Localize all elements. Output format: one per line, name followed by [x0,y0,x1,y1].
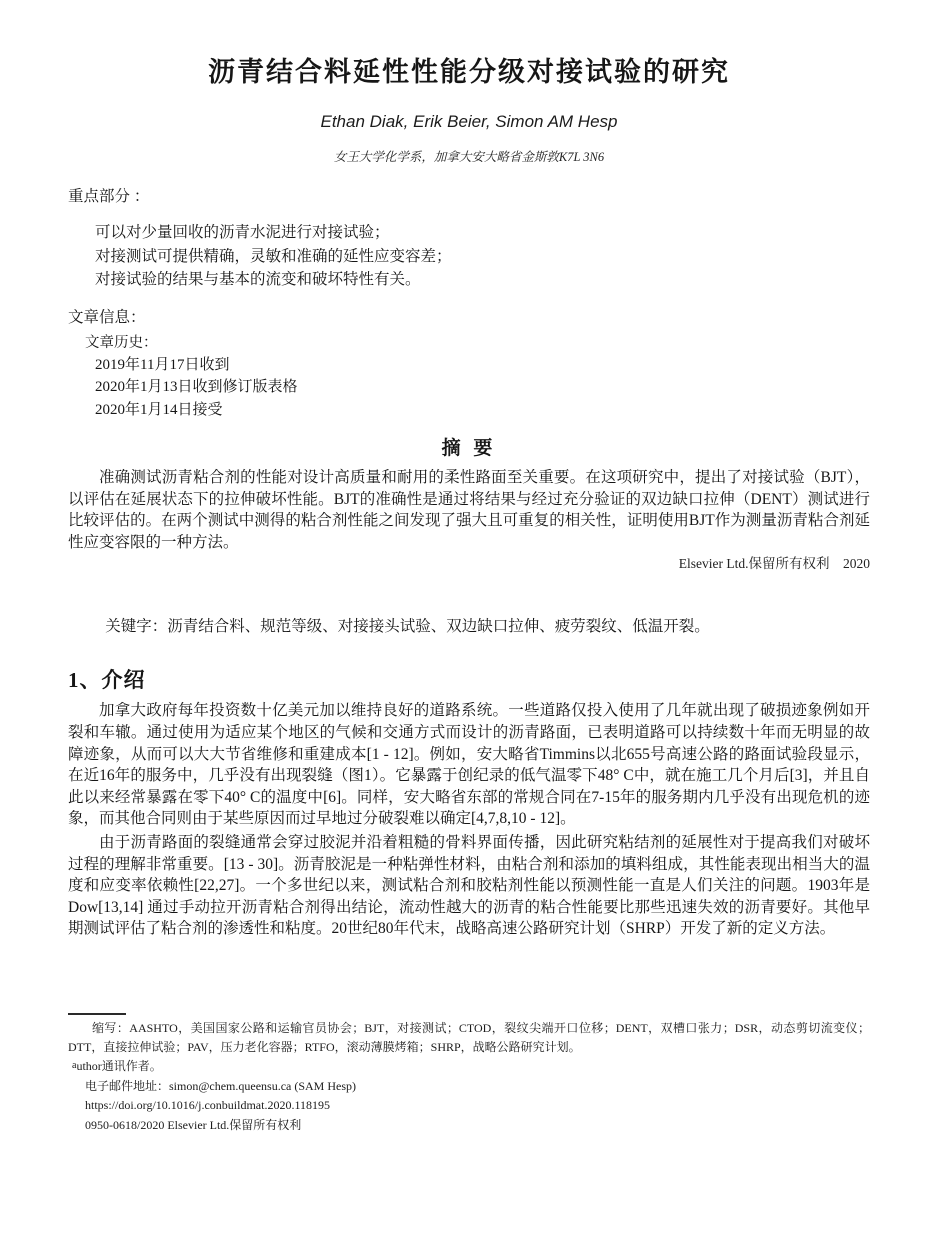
email-address[interactable]: 电子邮件地址：simon@chem.queensu.ca (SAM Hesp) [85,1078,357,1093]
doi-line [85,1096,870,1115]
footnote-marker: a [72,1060,77,1071]
highlights-list [68,221,870,292]
history-item: 2020年1月14日接受 [95,401,223,418]
article-history-list [68,354,870,422]
keywords-line: 关键字：沥青结合料、规范等级、对接接头试验、双边缺口拉伸、疲劳裂纹、低温开裂。 [105,618,710,636]
intro-paragraph: 由于沥青路面的裂缝通常会穿过胶泥并沿着粗糙的骨料界面传播，因此研究粘结剂的延展性对于提高我们对破坏过程的理解非常重要。[13 - 30]。沥青胶泥是一种粘弹性材料，由粘合剂和添加的填料组成，其性能表现出相当大的温度和应变率依赖性[22,27]。一个多世纪以来，测试粘合剂和胶粘剂性能以预测性能一直是人们关注的问题。1903年是Dow[13,14] 通过手动拉开沥青粘合剂得出结论，流动性越大的沥青的粘合性能要比那些迅速失效的沥青要好。其他早期测试评估了粘合剂的渗透性和粘度。20世纪80年代末，战略高速公路研究计划（SHRP）开发了新的定义方法。 [68,833,870,938]
corresponding-author-text: uthor通讯作者。 [76,1059,162,1073]
copyright-line: Elsevier Ltd.保留所有权利 2020 [678,556,870,572]
doi-link[interactable]: https://doi.org/10.1016/j.conbuildmat.2020.118195 [85,1098,330,1112]
footnote-block [68,1013,870,1134]
paper-title: 沥青结合料延性性能分级对接试验的研究 [208,57,730,87]
corresponding-author-note [72,1057,870,1076]
highlight-item: 对接测试可提供精确，灵敏和准确的延性应变容差； [95,247,452,265]
article-history-heading: 文章历史： [85,334,158,351]
abstract-text: 准确测试沥青粘合剂的性能对设计高质量和耐用的柔性路面至关重要。在这项研究中，提出了对接试验（BJT），以评估在延展状态下的拉伸破坏性能。BJT的准确性是通过将结果与经过充分验证的双边缺口拉伸（DENT）测试进行比较评估的。在两个测试中测得的粘合剂性能之间发现了强大且可重复的相关性，证明使用BJT作为测量沥青粘合剂延性应变容限的一种方法。 [68,469,870,551]
abstract-heading: 摘 要 [441,438,497,459]
intro-paragraph: 加拿大政府每年投资数十亿美元加以维持良好的道路系统。一些道路仅投入使用了几年就出现了破损迹象例如开裂和车辙。通过使用为适应某个地区的气候和交通方式而设计的沥青路面，已表明道路可以持续数十年而无明显的故障迹象，从而可以大大节省维修和重建成本[1 - 12]。例如，安大略省Timmins以北655号高速公路的路面试验段显示，在近16年的服务中，几乎没有出现裂缝（图1）。它暴露于创纪录的低气温零下48° C中，就在施工几个月后[3]，并且自此以来经常暴露在零下40° C的温度中[6]。同样，安大略省东部的常规合同在7-15年的服务期内几乎没有出现危机的迹象，而其他合同则由于某些原因而过早地过分破裂难以确定[4,7,8,10 - 12]。 [68,702,870,828]
history-item: 2020年1月13日收到修订版表格 [95,379,298,395]
issn-copyright-line: 0950-0618/2020 Elsevier Ltd.保留所有权利 [85,1117,302,1132]
article-info-heading: 文章信息： [68,308,146,326]
highlights-heading: 重点部分 ： [68,188,150,205]
author-line: Ethan Diak, Erik Beier, Simon AM Hesp [320,112,618,131]
abbreviations-note: 缩写：AASHTO，美国国家公路和运输官员协会；BJT，对接测试；CTOD，裂纹尖端开口位移；DENT，双槽口张力；DSR，动态剪切流变仪；DTT，直接拉伸试验；PAV，压力老化容器；RTFO，滚动薄膜烤箱；SHRP，战略公路研究计划。 [68,1021,870,1054]
footnote-divider [68,1013,126,1015]
history-item: 2019年11月17日收到 [95,356,230,373]
highlight-item: 对接试验的结果与基本的流变和破坏特性有关。 [95,271,421,288]
section-heading-introduction: 1、介绍 [68,668,146,693]
highlight-item: 可以对少量回收的沥青水泥进行对接试验； [95,224,390,241]
email-line [85,1077,870,1096]
affiliation-line: 女王大学化学系，加拿大安大略省金斯敦K7L 3N6 [333,150,605,164]
